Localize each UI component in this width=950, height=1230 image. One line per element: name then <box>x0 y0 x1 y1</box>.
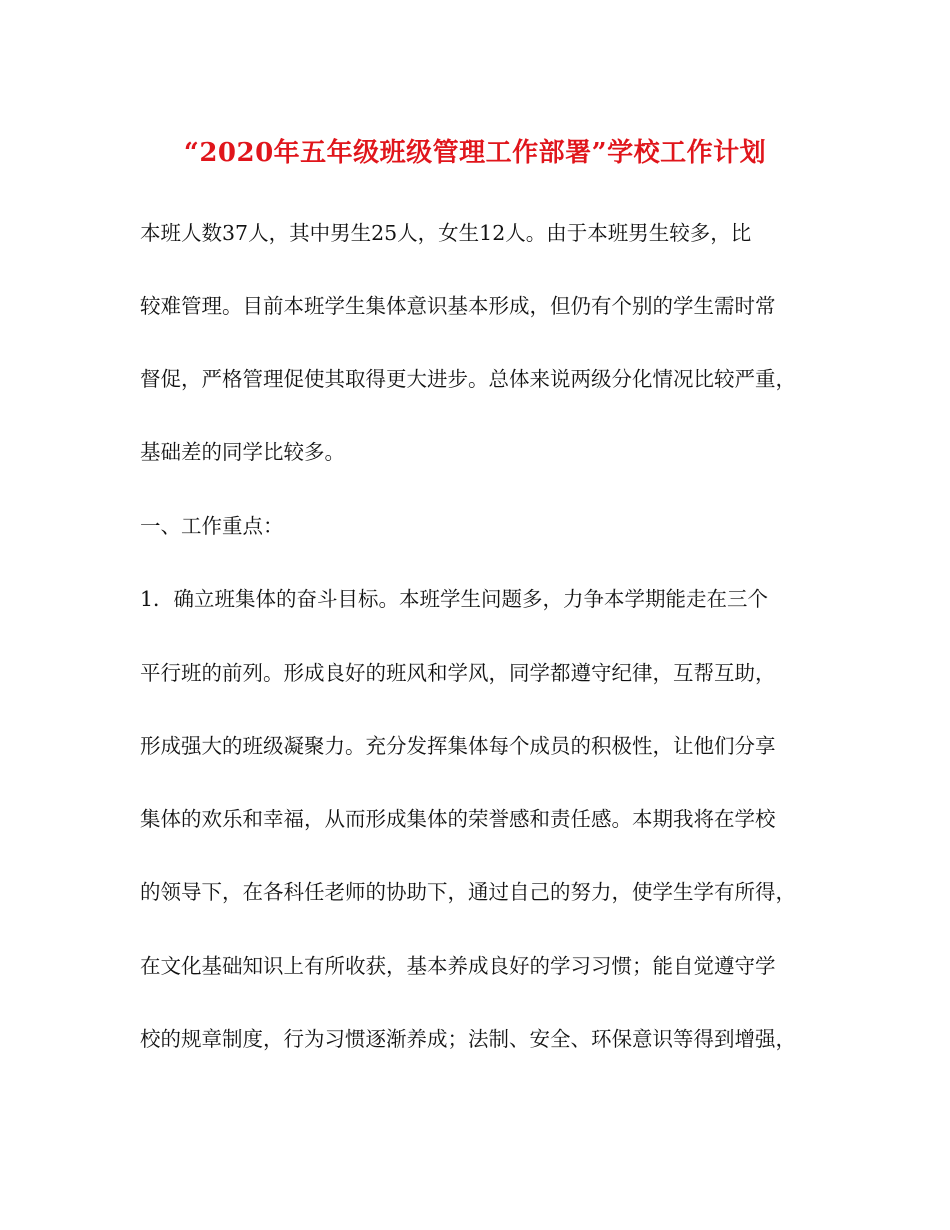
paragraph-line: 形成强大的班级凝聚力。充分发挥集体每个成员的积极性，让他们分享 <box>140 734 776 758</box>
paragraph-line: 督促，严格管理促使其取得更大进步。总体来说两级分化情况比较严重， <box>140 367 796 391</box>
paragraph-line: 集体的欢乐和幸福，从而形成集体的荣誉感和责任感。本期我将在学校 <box>140 807 776 831</box>
paragraph-line: 1．确立班集体的奋斗目标。本班学生问题多，力争本学期能走在三个 <box>140 587 769 611</box>
paragraph-line: 本班人数37人，其中男生25人，女生12人。由于本班男生较多，比 <box>140 221 752 245</box>
paragraph-line: 的领导下，在各科任老师的协助下，通过自己的努力，使学生学有所得， <box>140 880 796 904</box>
paragraph-line: 基础差的同学比较多。 <box>140 440 345 464</box>
document-title: “2020年五年级班级管理工作部署”学校工作计划 <box>183 138 767 168</box>
section-heading: 一、工作重点： <box>140 514 284 538</box>
paragraph-line: 平行班的前列。形成良好的班风和学风，同学都遵守纪律，互帮互助， <box>140 661 776 685</box>
paragraph-line: 在文化基础知识上有所收获，基本养成良好的学习习惯；能自觉遵守学 <box>140 954 776 978</box>
paragraph-line: 校的规章制度，行为习惯逐渐养成；法制、安全、环保意识等得到增强， <box>140 1027 796 1051</box>
paragraph-line: 较难管理。目前本班学生集体意识基本形成，但仍有个别的学生需时常 <box>140 294 776 318</box>
